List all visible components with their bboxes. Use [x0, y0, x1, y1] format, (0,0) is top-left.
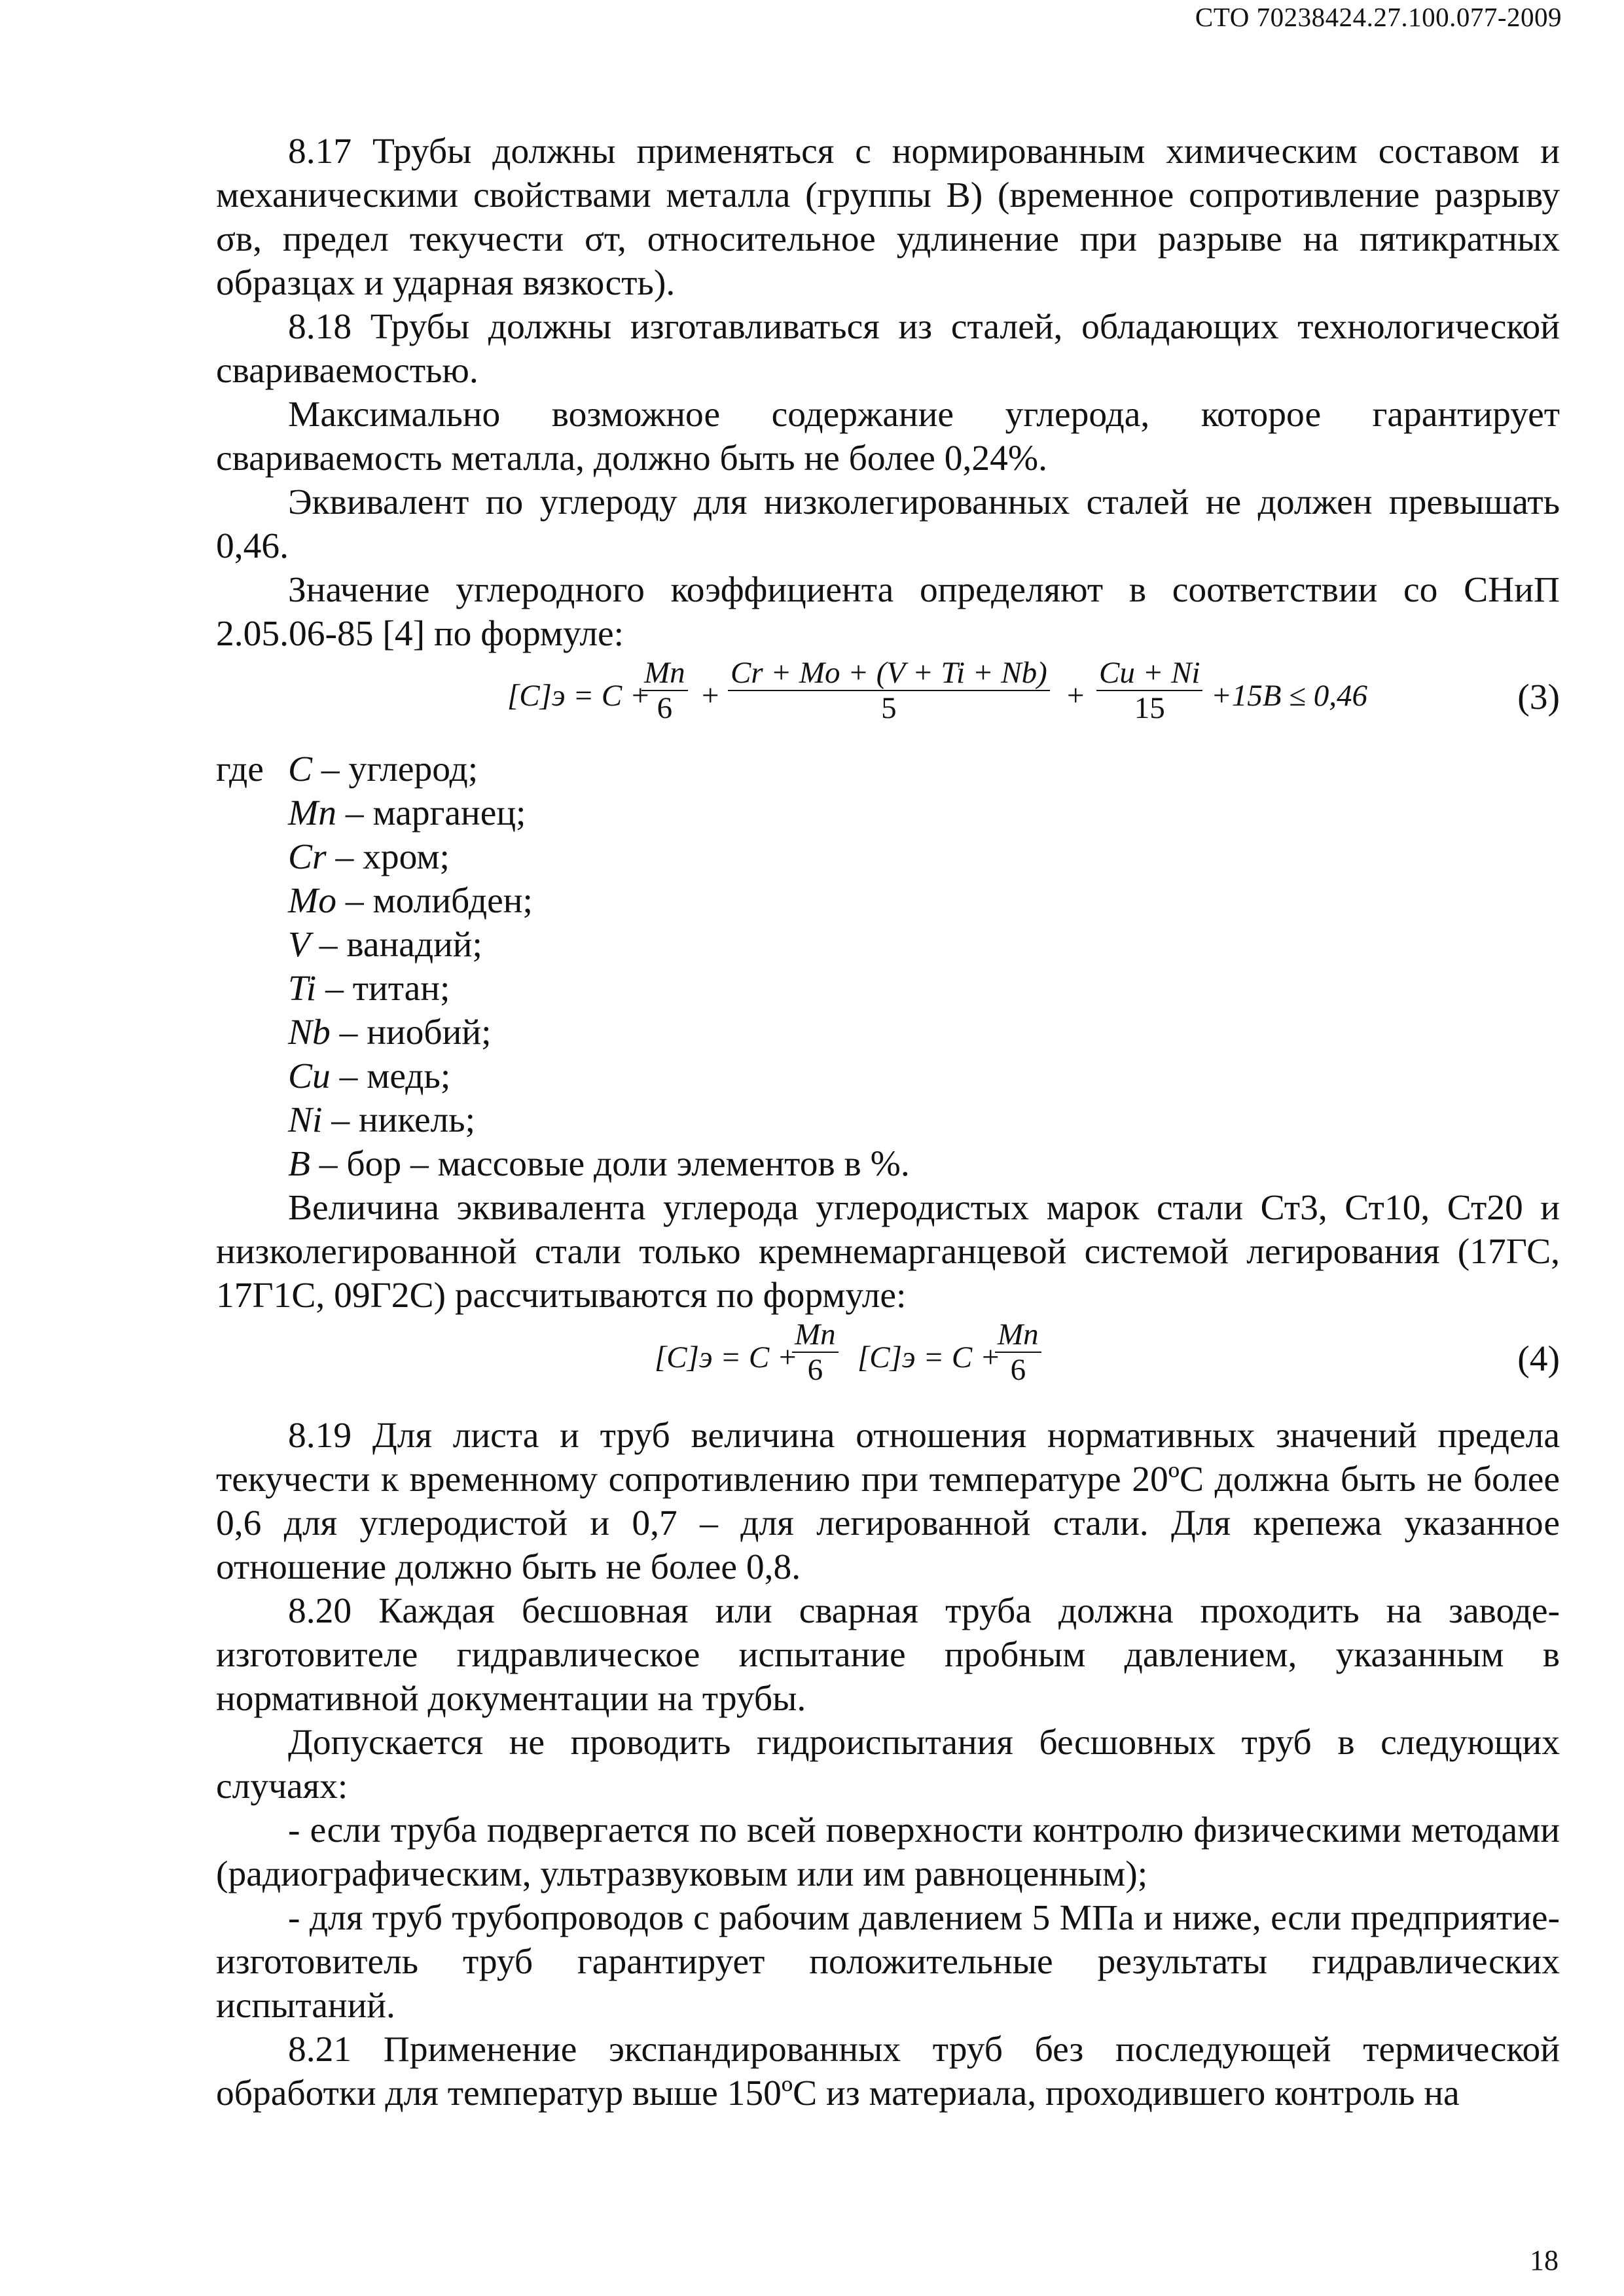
variable-symbol: Nb — [288, 1013, 331, 1052]
variable-description: – углерод; — [312, 749, 478, 789]
formula-4-fraction-1 — [792, 1318, 839, 1387]
variable-row — [216, 1054, 1560, 1098]
variable-description: – ниобий; — [330, 1013, 492, 1052]
formula-4-fraction-1-denominator: 6 — [807, 1353, 823, 1387]
variable-symbol: Mo — [288, 881, 336, 921]
variable-row — [216, 923, 1560, 967]
formula-3-plus-1: + — [702, 679, 719, 713]
variable-row — [216, 967, 1560, 1011]
formula-3-plus-2: + — [1067, 679, 1085, 713]
variable-symbol: Cr — [288, 837, 327, 877]
formula-3-fraction-mn-numerator: Mn — [641, 656, 688, 691]
formula-4-lhs-1: [C]э = C + — [655, 1340, 798, 1374]
formula-3-fraction-cu-denominator: 15 — [1134, 691, 1165, 725]
variable-symbol: Ti — [288, 969, 317, 1009]
paragraph-8-17: 8.17 Трубы должны применяться с нормированным химическим составом и механическими свойствами металла (группы В) (временное сопротивление разрыву σв, предел текучести σт, относительное удлинение при разрыве на пятикратных образцах и ударная вязкость). — [216, 132, 1560, 303]
variable-symbol: Mn — [288, 793, 336, 833]
variable-description: – марганец; — [336, 793, 526, 833]
paragraph-hydrotest-exceptions: Допускается не проводить гидроиспытания бесшовных труб в следующих случаях: — [216, 1723, 1560, 1806]
formula-4-fraction-2-numerator: Mn — [995, 1318, 1041, 1353]
variable-row — [216, 791, 1560, 835]
variable-description: – хром; — [326, 837, 450, 877]
variable-row — [216, 835, 1560, 879]
where-label: где — [216, 749, 264, 789]
list-item: - для труб трубопроводов с рабочим давлением 5 МПа и ниже, если предприятие-изготовитель труб гарантирует положительные результаты гидравлических испытаний. — [216, 1898, 1560, 2026]
variable-description: – никель; — [322, 1100, 475, 1140]
paragraph-8-19: 8.19 Для листа и труб величина отношения нормативных значений предела текучести к временному сопротивлению при температуре 20ºС должна быть не более 0,6 для углеродистой и 0,7 – для легированной стали. Для крепежа указанное отношение должно быть не более 0,8. — [216, 1416, 1560, 1587]
formula-3-fraction-cu — [1096, 656, 1202, 725]
variable-description: – ванадий; — [310, 925, 482, 965]
document-body — [216, 130, 1560, 2115]
variable-row — [216, 879, 1560, 923]
list-item: - если труба подвергается по всей поверхности контролю физическими методами (радиографическим, ультразвуковым или им равноценным); — [216, 1810, 1560, 1894]
formula-3-number: (3) — [1517, 677, 1560, 717]
paragraph-formula-intro: Значение углеродного коэффициента определяют в соответствии со СНиП 2.05.06-85 [4] по формуле: — [216, 570, 1560, 654]
formula-3-fraction-mn-denominator: 6 — [657, 691, 673, 725]
paragraph-carbon-content: Максимально возможное содержание углерода, которое гарантирует свариваемость металла, должно быть не более 0,24%. — [216, 395, 1560, 478]
formula-4-fraction-2-denominator: 6 — [1010, 1353, 1026, 1387]
variable-symbol: V — [288, 925, 310, 965]
paragraph-8-20: 8.20 Каждая бесшовная или сварная труба должна проходить на заводе-изготовителе гидравлическое испытание пробным давлением, указанным в нормативной документации на трубы. — [216, 1591, 1560, 1719]
formula-4-fraction-2 — [995, 1318, 1041, 1387]
paragraph-carbon-equivalent: Эквивалент по углероду для низколегированных сталей не должен превышать 0,46. — [216, 482, 1560, 566]
formula-3-tail: +15B ≤ 0,46 — [1211, 679, 1367, 713]
variable-symbol: B — [288, 1144, 310, 1184]
variable-list — [216, 747, 1560, 1186]
variable-description: – бор – массовые доли элементов в %. — [310, 1144, 910, 1184]
document-code-header: СТО 70238424.27.100.077-2009 — [1195, 2, 1562, 32]
formula-3-fraction-cu-numerator: Cu + Ni — [1096, 656, 1202, 691]
paragraph-carbon-steels: Величина эквивалента углерода углеродистых марок стали Ст3, Ст10, Ст20 и низколегированной стали только кремнемарганцевой системой легирования (17ГС, 17Г1С, 09Г2С) рассчитываются по формуле: — [216, 1188, 1560, 1316]
variable-row — [216, 747, 1560, 791]
variable-symbol: Ni — [288, 1100, 323, 1140]
variable-description: – молибден; — [336, 881, 533, 921]
formula-3-fraction-mn — [641, 656, 688, 725]
formula-4-number: (4) — [1517, 1339, 1560, 1379]
formula-3 — [216, 656, 1560, 729]
page-number: 18 — [1530, 2244, 1559, 2276]
paragraph-8-21: 8.21 Применение экспандированных труб без последующей термической обработки для температур выше 150ºС из материала, проходившего контроль на — [216, 2030, 1560, 2113]
paragraph-8-18: 8.18 Трубы должны изготавливаться из сталей, обладающих технологической свариваемостью. — [216, 307, 1560, 391]
formula-3-fraction-cr-denominator: 5 — [881, 691, 897, 725]
variable-symbol: Cu — [288, 1056, 331, 1096]
variable-description: – медь; — [330, 1056, 451, 1096]
variable-description: – титан; — [316, 969, 450, 1009]
variable-row — [216, 1142, 1560, 1186]
formula-3-fraction-cr — [728, 656, 1050, 725]
formula-4-fraction-1-numerator: Mn — [792, 1318, 839, 1353]
variable-row — [216, 1011, 1560, 1054]
variable-symbol: C — [288, 749, 313, 789]
formula-3-fraction-cr-numerator: Cr + Mo + (V + Ti + Nb) — [728, 656, 1050, 691]
variable-row — [216, 1098, 1560, 1142]
formula-4 — [216, 1318, 1560, 1391]
formula-3-lhs: [C]э = C + — [507, 679, 651, 713]
formula-4-lhs-2: [C]э = C + — [857, 1340, 1001, 1374]
